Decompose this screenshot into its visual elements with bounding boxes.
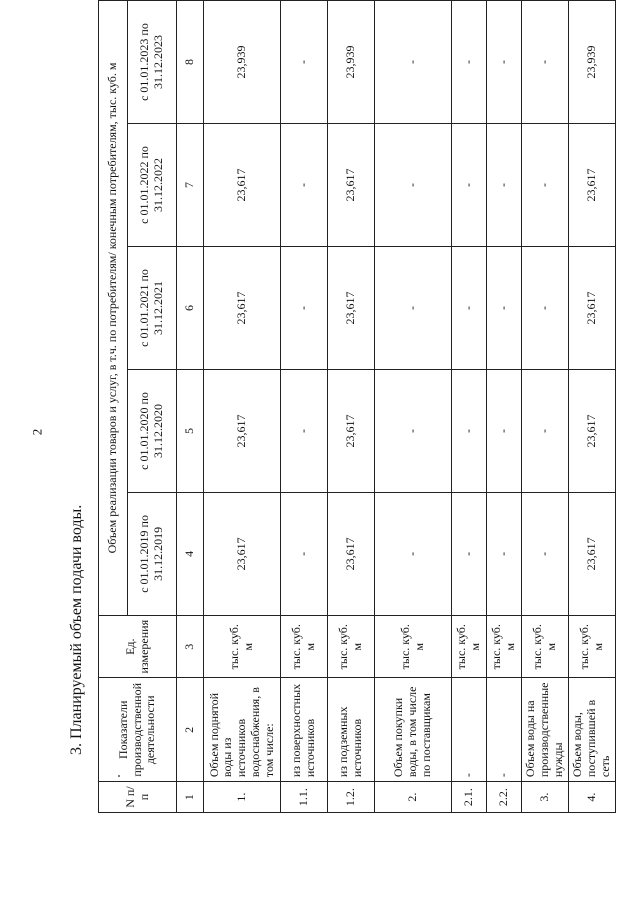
row-value: 23,617 [204,246,281,369]
row-number: 1.1. [281,782,328,813]
column-number: 4 [177,492,204,615]
row-value: - [375,246,452,369]
section-title: 3. Планируемый объем подачи воды. [68,504,85,755]
row-value: 23,617 [204,369,281,492]
header-volume-group: Объем реализации товаров и услуг, в т.ч. по потребителям/ конечным потребителям, тыс. куб. м [99,1,128,616]
row-value: - [452,246,487,369]
table-row [452,1,487,813]
row-value: - [452,1,487,124]
row-unit: тыс. куб. м [204,615,281,678]
row-indicator: Объем поднятой воды из источников водоснабжения, в том числе: [204,678,281,782]
row-value: 23,939 [204,1,281,124]
row-unit: тыс. куб. м [328,615,375,678]
water-supply-table [98,0,616,813]
row-unit: тыс. куб. м [569,615,616,678]
header-period-2021: с 01.01.2021 по 31.12.2021 [128,246,177,369]
row-value: 23,617 [204,124,281,247]
row-number: 2. [375,782,452,813]
row-unit: тыс. куб. м [522,615,569,678]
row-number: 3. [522,782,569,813]
row-number: 1. [204,782,281,813]
row-value: - [281,246,328,369]
header-period-2019: с 01.01.2019 по 31.12.2019 [128,492,177,615]
header-period-2023: с 01.01.2023 по 31.12.2023 [128,1,177,124]
row-value: 23,939 [569,1,616,124]
table-row [204,1,281,813]
row-indicator: из подземных источников [328,678,375,782]
row-value: - [522,246,569,369]
row-value: - [522,124,569,247]
row-value: - [281,124,328,247]
row-number: 2.1. [452,782,487,813]
row-value: - [522,492,569,615]
column-number: 5 [177,369,204,492]
row-value: - [522,369,569,492]
row-indicator: - [487,678,522,782]
row-value: - [487,492,522,615]
header-period-2022: с 01.01.2022 по 31.12.2022 [128,124,177,247]
row-value: 23,617 [569,369,616,492]
row-unit: тыс. куб. м [487,615,522,678]
column-number: 1 [177,782,204,813]
row-indicator: из поверхностных источников [281,678,328,782]
row-unit: тыс. куб. м [281,615,328,678]
page-number: 2 [29,428,45,436]
row-value: - [522,1,569,124]
column-number: 3 [177,615,204,678]
row-value: - [375,1,452,124]
row-number: 4. [569,782,616,813]
table-row [569,1,616,813]
row-value: - [375,492,452,615]
row-value: - [281,492,328,615]
row-value: - [487,369,522,492]
column-number: 8 [177,1,204,124]
row-value: 23,617 [328,246,375,369]
table-row [281,1,328,813]
row-value: - [452,492,487,615]
header-indicator: Показатели производственной деятельности [99,678,177,782]
table-row [522,1,569,813]
column-number: 6 [177,246,204,369]
row-value: 23,617 [569,492,616,615]
row-value: - [487,246,522,369]
column-number: 7 [177,124,204,247]
row-value: - [375,124,452,247]
row-value: 23,617 [328,369,375,492]
row-value: 23,617 [569,246,616,369]
row-value: 23,939 [328,1,375,124]
row-value: 23,617 [204,492,281,615]
row-value: 23,617 [569,124,616,247]
header-unit: Ед. измерения [99,615,177,678]
row-unit: тыс. куб. м [452,615,487,678]
header-n: N п/п [99,782,177,813]
row-value: 23,617 [328,124,375,247]
row-indicator: - [452,678,487,782]
row-number: 2.2. [487,782,522,813]
row-value: 23,617 [328,492,375,615]
row-unit: тыс. куб. м [375,615,452,678]
row-indicator: Объем покупки воды, в том числе по поставщикам [375,678,452,782]
row-value: - [487,124,522,247]
header-period-2020: с 01.01.2020 по 31.12.2020 [128,369,177,492]
row-value: - [452,124,487,247]
row-value: - [487,1,522,124]
table-row [328,1,375,813]
row-value: - [375,369,452,492]
row-value: - [281,1,328,124]
table-row [487,1,522,813]
row-indicator: Объем воды на производственные нужды [522,678,569,782]
column-number: 2 [177,678,204,782]
row-number: 1.2. [328,782,375,813]
table-row [375,1,452,813]
row-indicator: Объем воды, поступившей в сеть [569,678,616,782]
row-value: - [281,369,328,492]
row-value: - [452,369,487,492]
